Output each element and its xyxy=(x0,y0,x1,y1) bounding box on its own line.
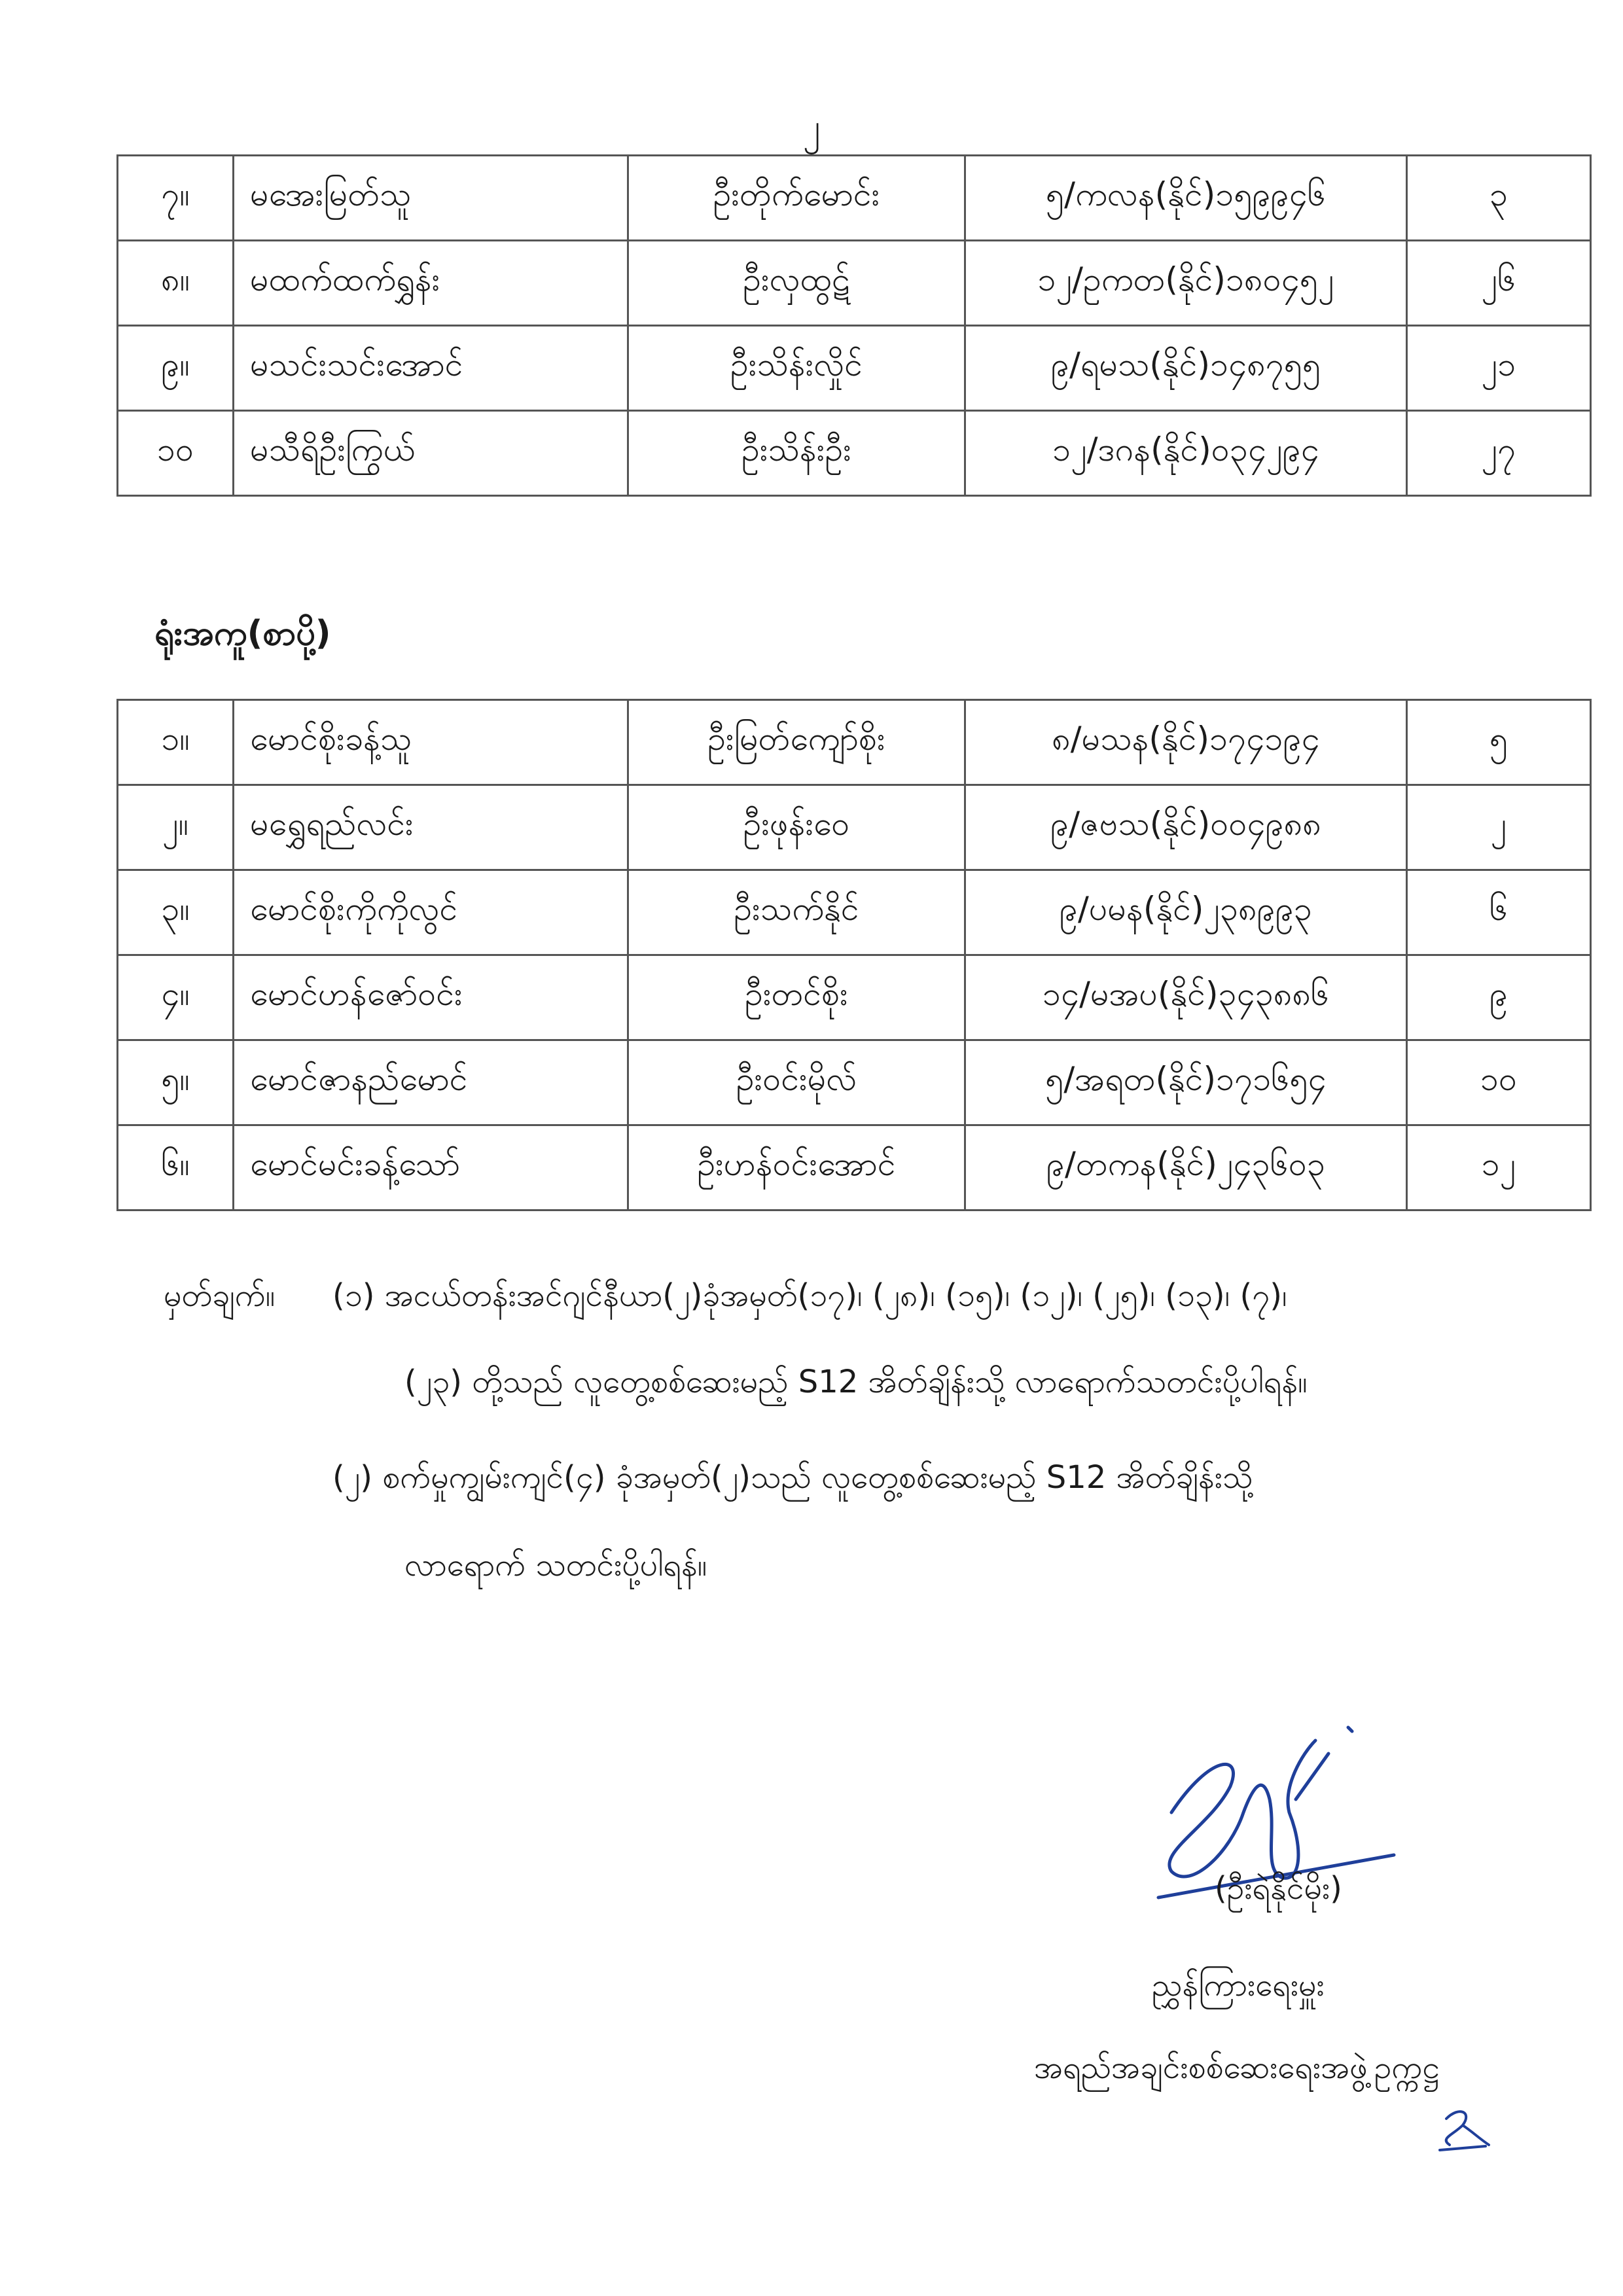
table-row xyxy=(118,156,1591,241)
remark-2-line-2: လာရောက် သတင်းပို့ပါရန်။ xyxy=(404,1547,707,1583)
table-row xyxy=(118,1125,1591,1210)
father-name: ဦးတင်စိုး xyxy=(628,955,965,1040)
row-number: ၅။ xyxy=(118,1040,234,1125)
remark-2-line-1: (၂) စက်မှုကျွမ်းကျင်(၄) ခုံအမှတ်(၂)သည် လူတွေ့စစ်ဆေးမည့် S12 အိတ်ချိန်းသို့ xyxy=(332,1459,1253,1496)
roll-number: ၁၂ xyxy=(1407,1125,1591,1210)
row-number: ၁၀ xyxy=(118,411,234,496)
nrc-number: ၁၂/ဒဂန(နိုင်)၀၃၄၂၉၄ xyxy=(965,411,1407,496)
father-name: ဦးသိန်းလှိုင် xyxy=(628,326,965,411)
row-number: ၉။ xyxy=(118,326,234,411)
nrc-number: ၁၄/မအပ(နိုင်)၃၄၃၈၈၆ xyxy=(965,955,1407,1040)
candidates-table-office-assistant xyxy=(116,699,1592,1211)
table-row xyxy=(118,700,1591,785)
father-name: ဦးဝင်းမိုလ် xyxy=(628,1040,965,1125)
nrc-number: ၅/အရတ(နိုင်)၁၇၁၆၅၄ xyxy=(965,1040,1407,1125)
nrc-number: ၁၂/ဥကတ(နိုင်)၁၈၀၄၅၂ xyxy=(965,241,1407,326)
table-row xyxy=(118,955,1591,1040)
signer-name: (ဦးရဲနိုင်မိုး) xyxy=(1215,1870,1342,1907)
signer-title: ညွှန်ကြားရေးမှူး xyxy=(1152,1967,1325,2004)
table-row xyxy=(118,1040,1591,1125)
nrc-number: ၉/ပမန(နိုင်)၂၃၈၉၉၃ xyxy=(965,870,1407,955)
row-number: ၁။ xyxy=(118,700,234,785)
remarks-label: မှတ်ချက်။ xyxy=(164,1277,276,1314)
table-row xyxy=(118,326,1591,411)
row-number: ၇။ xyxy=(118,156,234,241)
roll-number: ၂၁ xyxy=(1407,326,1591,411)
candidate-name: မောင်ဟန်ဇော်ဝင်း xyxy=(234,955,628,1040)
roll-number: ၅ xyxy=(1407,700,1591,785)
nrc-number: ၈/မသန(နိုင်)၁၇၄၁၉၄ xyxy=(965,700,1407,785)
roll-number: ၂၆ xyxy=(1407,241,1591,326)
nrc-number: ၉/ရမသ(နိုင်)၁၄၈၇၅၅ xyxy=(965,326,1407,411)
table-row xyxy=(118,870,1591,955)
initials-icon xyxy=(1427,2099,1499,2158)
candidates-table-top xyxy=(116,154,1592,497)
table-row xyxy=(118,411,1591,496)
roll-number: ၉ xyxy=(1407,955,1591,1040)
row-number: ၈။ xyxy=(118,241,234,326)
candidate-name: မသီရိဦးကြွယ် xyxy=(234,411,628,496)
roll-number: ၂ xyxy=(1407,785,1591,870)
nrc-number: ၉/ဇဗသ(နိုင်)၀၀၄၉၈၈ xyxy=(965,785,1407,870)
table-row xyxy=(118,241,1591,326)
roll-number: ၁၀ xyxy=(1407,1040,1591,1125)
row-number: ၄။ xyxy=(118,955,234,1040)
remark-1-line-1: (၁) အငယ်တန်းအင်ဂျင်နီယာ(၂)ခုံအမှတ်(၁၇)၊ (၂၈)၊ (၁၅)၊ (၁၂)၊ (၂၅)၊ (၁၃)၊ (၇)၊ xyxy=(332,1277,1287,1314)
row-number: ၆။ xyxy=(118,1125,234,1210)
candidate-name: မောင်ဇာနည်မောင် xyxy=(234,1040,628,1125)
roll-number: ၆ xyxy=(1407,870,1591,955)
row-number: ၃။ xyxy=(118,870,234,955)
roll-number: ၂၇ xyxy=(1407,411,1591,496)
candidate-name: မောင်မင်းခန့်သော် xyxy=(234,1125,628,1210)
candidate-name: မသင်းသင်းအောင် xyxy=(234,326,628,411)
nrc-number: ၅/ကလန(နိုင်)၁၅၉၉၄၆ xyxy=(965,156,1407,241)
nrc-number: ၉/တကန(နိုင်)၂၄၃၆၀၃ xyxy=(965,1125,1407,1210)
father-name: ဦးတိုက်မောင်း xyxy=(628,156,965,241)
candidate-name: မောင်စိုးကိုကိုလွင် xyxy=(234,870,628,955)
roll-number: ၃ xyxy=(1407,156,1591,241)
father-name: ဦးဖုန်းဝေ xyxy=(628,785,965,870)
father-name: ဦးလှထွဋ် xyxy=(628,241,965,326)
candidate-name: မထက်ထက်ရွှန်း xyxy=(234,241,628,326)
candidate-name: မရွှေရည်လင်း xyxy=(234,785,628,870)
row-number: ၂။ xyxy=(118,785,234,870)
remark-1-line-2: (၂၃) တို့သည် လူတွေ့စစ်ဆေးမည့် S12 အိတ်ချိန်းသို့ လာရောက်သတင်းပို့ပါရန်။ xyxy=(404,1364,1308,1400)
father-name: ဦးမြတ်ကျော်စိုး xyxy=(628,700,965,785)
signer-office: အရည်အချင်းစစ်ဆေးရေးအဖွဲ့ဥက္ကဋ္ဌ xyxy=(1034,2049,1440,2086)
candidate-name: မောင်စိုးခန့်သူ xyxy=(234,700,628,785)
candidate-name: မအေးမြတ်သူ xyxy=(234,156,628,241)
page-number: ၂ xyxy=(802,106,821,147)
father-name: ဦးဟန်ဝင်းအောင် xyxy=(628,1125,965,1210)
father-name: ဦးသိန်းဦး xyxy=(628,411,965,496)
table-row xyxy=(118,785,1591,870)
father-name: ဦးသက်နိုင် xyxy=(628,870,965,955)
section-heading: ရုံးအကူ(စာပို့) xyxy=(154,614,331,653)
